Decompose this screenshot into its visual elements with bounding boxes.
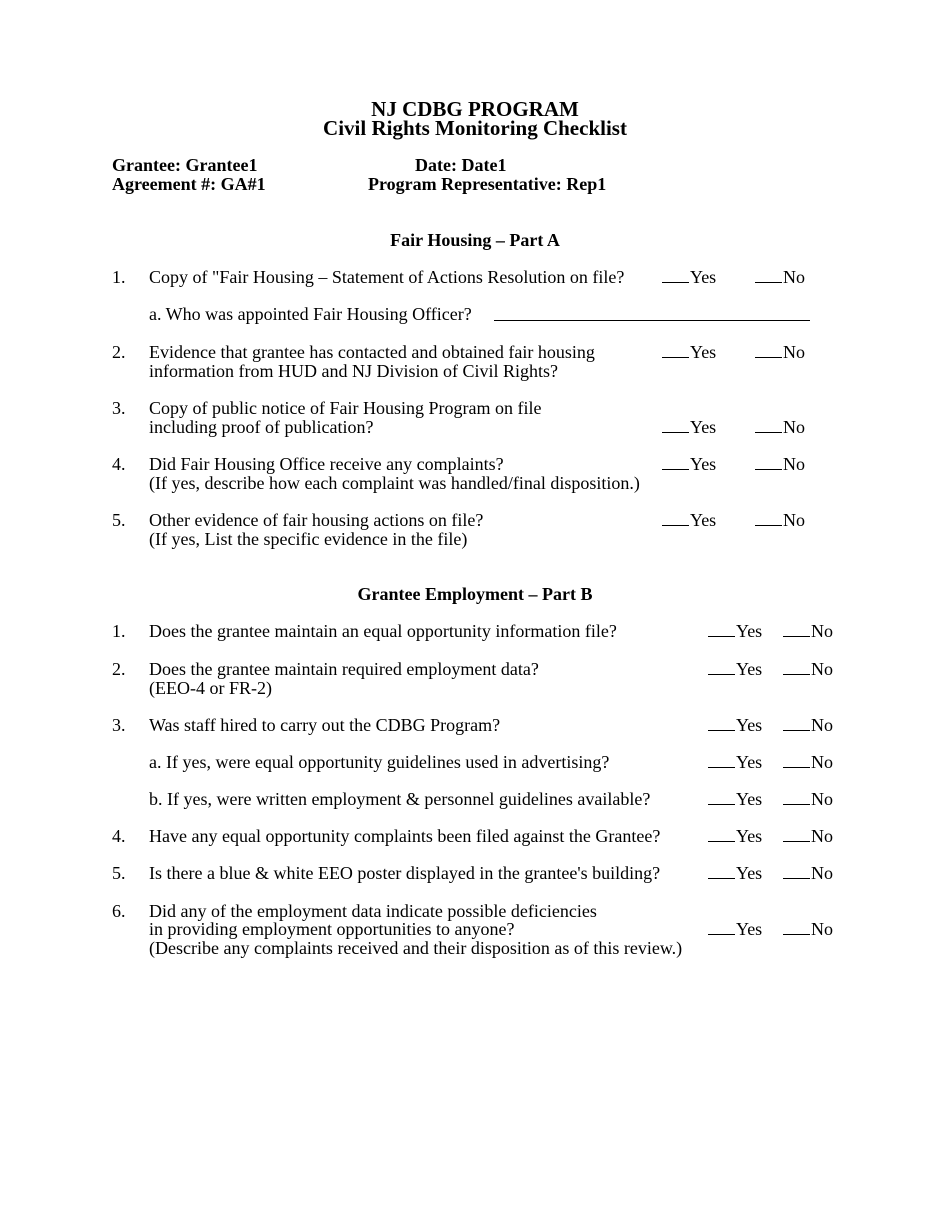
b2-number: 2.: [112, 659, 126, 679]
a1-question: Copy of "Fair Housing – Statement of Actions Resolution on file?: [149, 267, 625, 287]
b3b-no-option[interactable]: No: [783, 790, 833, 809]
b3-yes-option[interactable]: Yes: [708, 716, 762, 735]
part-a-heading: Fair Housing – Part A: [390, 230, 560, 250]
a4-question-line2: (If yes, describe how each complaint was handled/final disposition.): [149, 473, 640, 493]
b3a-no-option[interactable]: No: [783, 753, 833, 772]
a5-question-line2: (If yes, List the specific evidence in the file): [149, 529, 468, 549]
b4-question: Have any equal opportunity complaints been filed against the Grantee?: [149, 826, 661, 846]
a4-question-line1: Did Fair Housing Office receive any complaints?: [149, 454, 504, 474]
b2-yes-option[interactable]: Yes: [708, 660, 762, 679]
a1-number: 1.: [112, 267, 126, 287]
representative-label: Program Representative: Rep1: [368, 174, 607, 194]
b2-no-option[interactable]: No: [783, 660, 833, 679]
a1-yes-option[interactable]: Yes: [662, 268, 716, 287]
b3a-question: a. If yes, were equal opportunity guidelines used in advertising?: [149, 752, 610, 772]
a4-yes-option[interactable]: Yes: [662, 455, 716, 474]
b2-question-line2: (EEO-4 or FR-2): [149, 678, 272, 698]
a2-question-line1: Evidence that grantee has contacted and obtained fair housing: [149, 342, 595, 362]
a4-no-option[interactable]: No: [755, 455, 805, 474]
b4-no-option[interactable]: No: [783, 827, 833, 846]
b1-number: 1.: [112, 621, 126, 641]
title-line-1: NJ CDBG PROGRAM: [371, 97, 579, 121]
b6-question-line1: Did any of the employment data indicate possible deficiencies: [149, 901, 597, 921]
b4-number: 4.: [112, 826, 126, 846]
a5-question-line1: Other evidence of fair housing actions on file?: [149, 510, 484, 530]
b5-question: Is there a blue & white EEO poster displayed in the grantee's building?: [149, 863, 661, 883]
b2-question-line1: Does the grantee maintain required employment data?: [149, 659, 539, 679]
date-label: Date: Date1: [415, 155, 507, 175]
a5-no-option[interactable]: No: [755, 511, 805, 530]
b6-yes-option[interactable]: Yes: [708, 920, 762, 939]
a3-question-line2: including proof of publication?: [149, 417, 374, 437]
a2-no-option[interactable]: No: [755, 343, 805, 362]
b1-no-option[interactable]: No: [783, 622, 833, 641]
a3-question-line1: Copy of public notice of Fair Housing Program on file: [149, 398, 542, 418]
agreement-label: Agreement #: GA#1: [112, 174, 266, 194]
title-line-2: Civil Rights Monitoring Checklist: [323, 116, 627, 140]
b6-question-line3: (Describe any complaints received and their disposition as of this review.): [149, 938, 683, 958]
b5-no-option[interactable]: No: [783, 864, 833, 883]
grantee-label: Grantee: Grantee1: [112, 155, 258, 175]
a2-yes-option[interactable]: Yes: [662, 343, 716, 362]
b5-number: 5.: [112, 863, 126, 883]
a3-yes-option[interactable]: Yes: [662, 418, 716, 437]
b6-question-line2: in providing employment opportunities to anyone?: [149, 919, 515, 939]
b3b-question: b. If yes, were written employment & personnel guidelines available?: [149, 789, 651, 809]
b3-question: Was staff hired to carry out the CDBG Program?: [149, 715, 501, 735]
fair-housing-officer-field[interactable]: [494, 320, 810, 321]
b6-no-option[interactable]: No: [783, 920, 833, 939]
a4-number: 4.: [112, 454, 126, 474]
b1-question: Does the grantee maintain an equal opportunity information file?: [149, 621, 617, 641]
a2-question-line2: information from HUD and NJ Division of Civil Rights?: [149, 361, 558, 381]
b4-yes-option[interactable]: Yes: [708, 827, 762, 846]
a5-yes-option[interactable]: Yes: [662, 511, 716, 530]
b1-yes-option[interactable]: Yes: [708, 622, 762, 641]
part-b-heading: Grantee Employment – Part B: [357, 584, 593, 604]
b3-number: 3.: [112, 715, 126, 735]
a1a-question: a. Who was appointed Fair Housing Officer?: [149, 304, 472, 324]
b3a-yes-option[interactable]: Yes: [708, 753, 762, 772]
b3b-yes-option[interactable]: Yes: [708, 790, 762, 809]
b5-yes-option[interactable]: Yes: [708, 864, 762, 883]
a5-number: 5.: [112, 510, 126, 530]
a3-no-option[interactable]: No: [755, 418, 805, 437]
a2-number: 2.: [112, 342, 126, 362]
b6-number: 6.: [112, 901, 126, 921]
b3-no-option[interactable]: No: [783, 716, 833, 735]
a3-number: 3.: [112, 398, 126, 418]
a1-no-option[interactable]: No: [755, 268, 805, 287]
